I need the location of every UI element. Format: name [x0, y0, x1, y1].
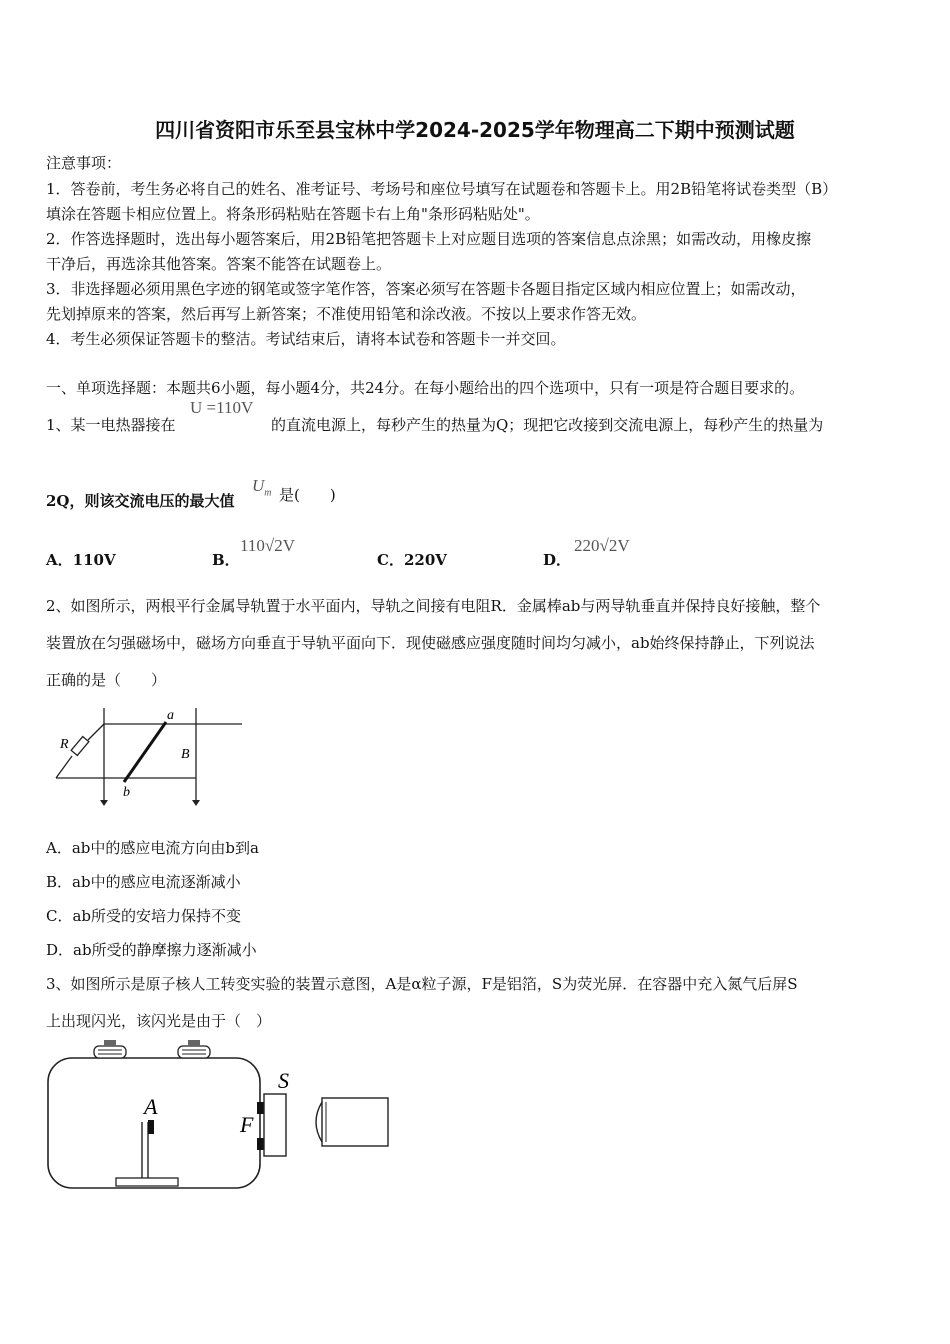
q1-option-b-label: B．	[212, 551, 240, 569]
q2-rail-diagram	[44, 700, 254, 810]
valve-icon	[94, 1040, 126, 1058]
q1-formula-um: $U_m$	[252, 476, 272, 499]
notice-line: 干净后，再选涂其他答案。答案不能答在试题卷上。	[46, 255, 392, 273]
arrow-icon	[100, 800, 108, 806]
q1-option-c: C．220V	[377, 551, 447, 569]
label-r: R	[60, 737, 69, 752]
label-b: b	[123, 785, 130, 800]
q2-option: D．ab所受的静摩擦力逐渐减小	[46, 941, 257, 959]
notice-line: 1．答卷前，考生务必将自己的姓名、准考证号、考场号和座位号填写在试题卷和答题卡上。用2B铅笔将试卷类型（B）	[46, 180, 838, 198]
q1-line2-suffix: 是( )	[279, 486, 336, 504]
label-f-foil: F	[240, 1112, 254, 1137]
q2-text: 正确的是（ ）	[46, 671, 167, 689]
q1-line2-prefix: 2Q，则该交流电压的最大值	[46, 492, 235, 510]
notice-line: 填涂在答题卡相应位置上。将条形码粘贴在答题卡右上角"条形码粘贴处"。	[46, 205, 540, 223]
q3-text: 3、如图所示是原子核人工转变实验的装置示意图，A是α粒子源，F是铝箔，S为荧光屏．在容器中充入氮气后屏S	[46, 975, 798, 993]
alpha-source-stand	[116, 1120, 178, 1186]
q1-option-a: A．110V	[46, 551, 116, 569]
aluminum-foil	[257, 1102, 264, 1114]
q2-text: 2、如图所示，两根平行金属导轨置于水平面内，导轨之间接有电阻R．金属棒ab与两导轨垂直并保持良好接触，整个	[46, 597, 821, 615]
label-a: a	[167, 708, 174, 723]
q2-text: 装置放在匀强磁场中，磁场方向垂直于导轨平面向下．现使磁感应强度随时间均匀减小，ab始终保持静止，下列说法	[46, 634, 815, 652]
arrow-icon	[192, 800, 200, 806]
q1-option-d-formula: 220√2V	[574, 536, 630, 555]
q2-option: B．ab中的感应电流逐渐减小	[46, 873, 241, 891]
q1-option-b-formula: 110√2V	[240, 536, 295, 555]
notice-line: 4．考生必须保证答题卡的整洁。考试结束后，请将本试卷和答题卡一并交回。	[46, 330, 566, 348]
notice-line: 先划掉原来的答案，然后再写上新答案；不准使用铅笔和涂改液。不按以上要求作答无效。	[46, 305, 647, 323]
notice-line: 3．非选择题必须用黑色字迹的钢笔或签字笔作答，答案必须写在答题卡各题目指定区域内相应位置上；如需改动，	[46, 280, 806, 298]
notice-heading: 注意事项：	[46, 154, 122, 172]
q1-prefix: 1、某一电热器接在	[46, 416, 176, 434]
label-a-source: A	[144, 1094, 158, 1119]
q1-option-d-label: D．	[543, 551, 572, 569]
notice-line: 2．作答选择题时，选出每小题答案后，用2B铅笔把答题卡上对应题目选项的答案信息点涂黑；如需改动，用橡皮擦	[46, 230, 812, 248]
page-title: 四川省资阳市乐至县宝林中学2024-2025学年物理高二下期中预测试题	[155, 118, 795, 142]
fluorescent-screen	[264, 1094, 286, 1156]
q1-middle: 的直流电源上，每秒产生的热量为Q；现把它改接到交流电源上，每秒产生的热量为	[271, 416, 824, 434]
label-s-screen: S	[278, 1068, 289, 1093]
q1-formula-u: U =110V	[190, 398, 254, 417]
metal-rod-ab	[124, 722, 166, 782]
section-heading: 一、单项选择题：本题共6小题，每小题4分，共24分。在每小题给出的四个选项中，只有一项是符合题目要求的。	[46, 379, 805, 397]
q2-option: A．ab中的感应电流方向由b到a	[46, 839, 259, 857]
microscope-icon	[316, 1098, 388, 1146]
valve-icon	[178, 1040, 210, 1058]
aluminum-foil	[257, 1138, 264, 1150]
resistor-r	[71, 737, 89, 756]
q3-text: 上出现闪光，该闪光是由于（ ）	[46, 1012, 272, 1030]
label-field-b: B	[181, 747, 190, 762]
q3-apparatus-diagram	[40, 1036, 400, 1196]
q2-option: C．ab所受的安培力保持不变	[46, 907, 242, 925]
